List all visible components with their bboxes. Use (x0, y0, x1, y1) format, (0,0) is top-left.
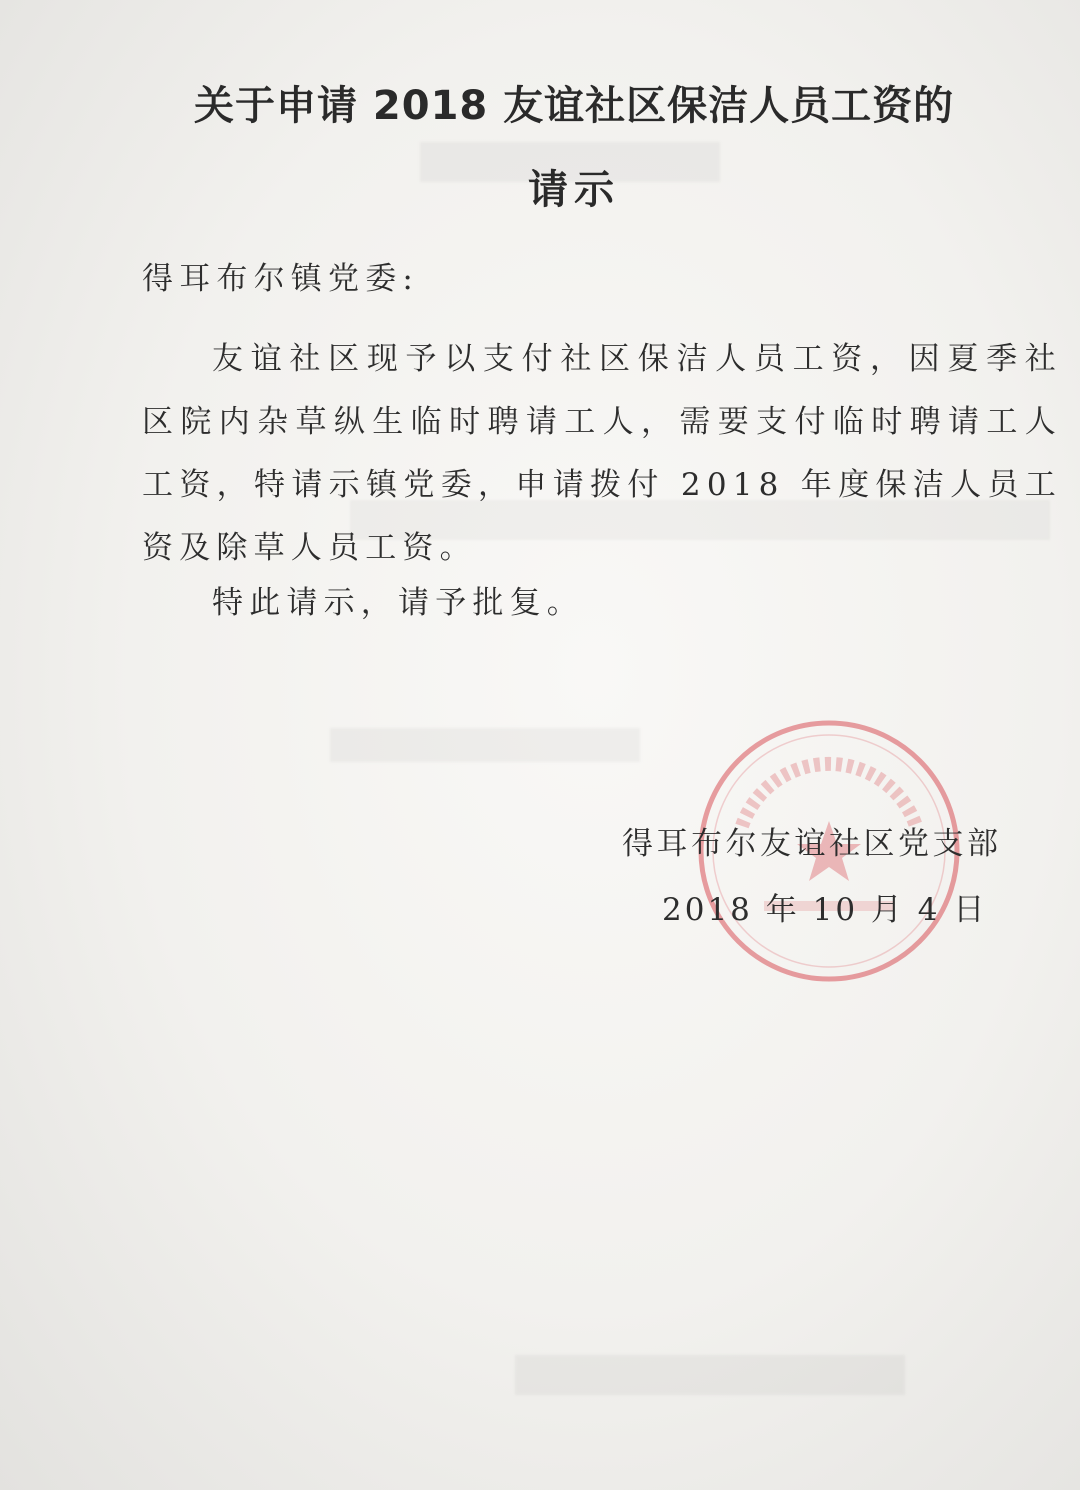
bleed-through-shadow (515, 1355, 905, 1395)
document-title: 关于申请 2018 友谊社区保洁人员工资的 (194, 83, 955, 129)
document-title-continued: 请示 (528, 167, 620, 213)
body-paragraph: 友谊社区现予以支付社区保洁人员工资，因夏季社区院内杂草纵生临时聘请工人，需要支付临时聘请工人工资，特请示镇党委，申请拨付 2018 年度保洁人员工资及除草人员工资。 (142, 341, 1062, 566)
closing-line: 特此请示，请予批复。 (212, 585, 584, 621)
bleed-through-shadow (330, 728, 640, 762)
signer-organization: 得耳布尔友谊社区党支部 (622, 826, 1002, 862)
document-date: 2018 年 10 月 4 日 (662, 892, 988, 928)
salutation: 得耳布尔镇党委: (142, 261, 420, 297)
